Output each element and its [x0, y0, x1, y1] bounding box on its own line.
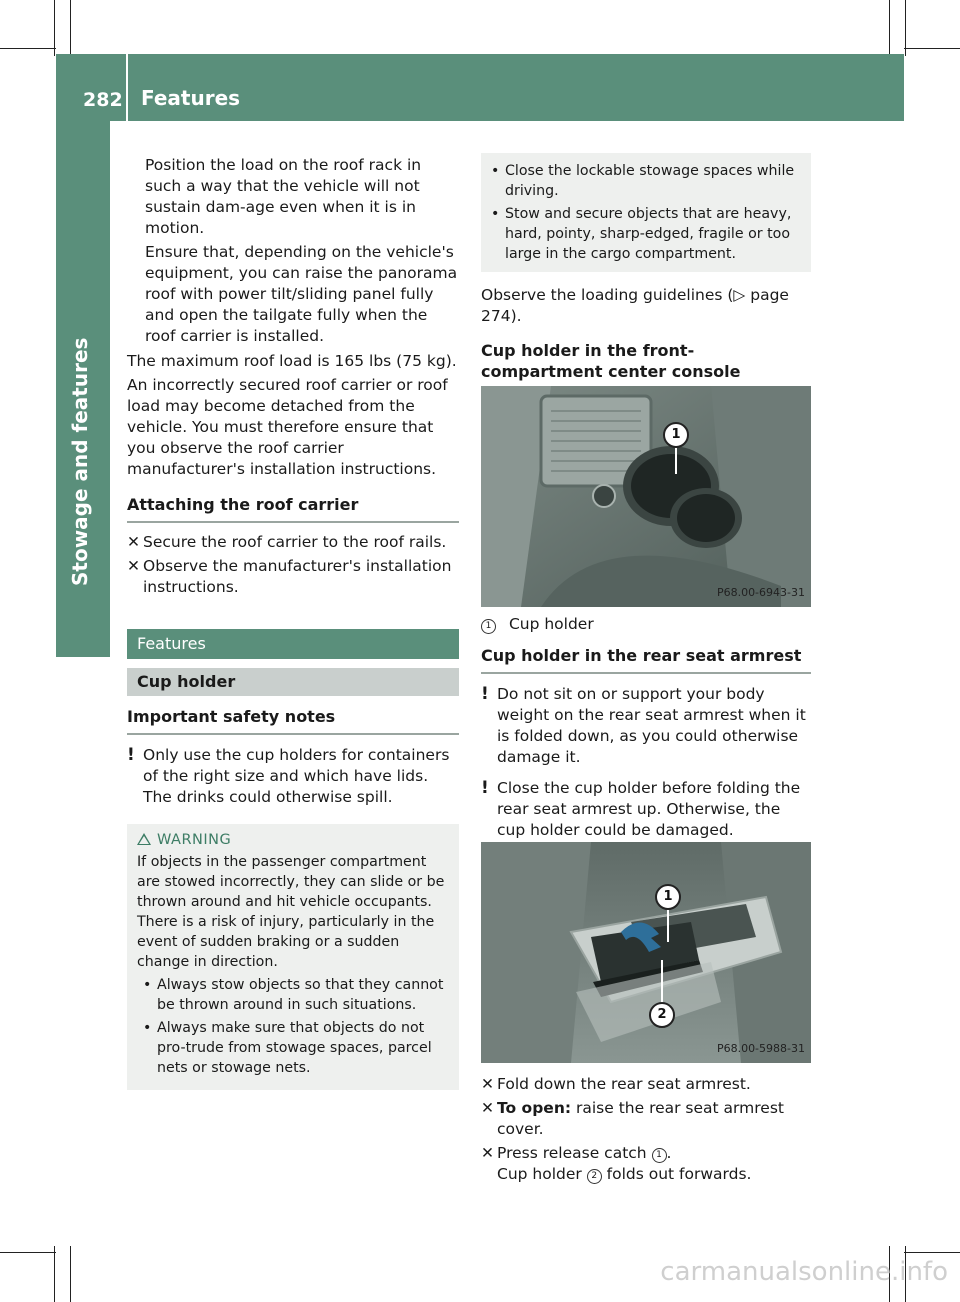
photo1-caption — [481, 614, 811, 635]
step-arrow-icon: ✕ — [127, 557, 140, 575]
center-console-photo — [481, 386, 811, 607]
inline-number: 2 — [587, 1169, 602, 1184]
step-text: Observe the manufacturer's installation instructions. — [143, 557, 452, 596]
cup-holder-section-bar: Cup holder — [127, 668, 459, 696]
step-text: Fold down the rear seat armrest. — [497, 1075, 751, 1093]
crop-mark — [70, 1246, 71, 1302]
rear-armrest-illustration — [481, 842, 811, 1063]
warning-triangle-icon — [137, 833, 151, 845]
step-item — [127, 532, 459, 553]
warning-bullet-text: Always make sure that objects do not pro-trude from stowage spaces, parcel nets or stowage nets. — [157, 1020, 432, 1076]
callout-1: 1 — [663, 422, 689, 448]
safety-note — [127, 745, 459, 808]
bullet-dot-icon: • — [491, 163, 500, 179]
crop-mark — [905, 0, 906, 56]
rear-cup-holder-heading: Cup holder in the rear seat armrest — [481, 646, 802, 665]
crop-mark — [54, 0, 55, 56]
warning-box — [127, 824, 459, 1090]
exclamation-icon: ! — [481, 778, 489, 798]
note-bullet — [491, 161, 801, 201]
step-text: raise the rear seat armrest cover. — [497, 1099, 784, 1138]
note-bullet — [491, 204, 801, 264]
photo-code: P68.00-6943-31 — [716, 586, 805, 599]
callout-leader — [661, 960, 663, 1004]
front-cup-holder-heading: Cup holder in the front-compartment center console — [481, 341, 741, 381]
callout-leader — [667, 908, 669, 942]
center-console-illustration — [481, 386, 811, 607]
features-section-bar: Features — [127, 629, 459, 659]
step-item — [481, 1143, 811, 1185]
right-column — [481, 153, 811, 390]
step-item — [481, 1074, 811, 1095]
page-number: 282 — [83, 89, 123, 111]
intro-paragraph: Position the load on the roof rack in such a way that the vehicle will not sustain dam-age even when it is in motion. — [145, 156, 422, 237]
heading-rule — [481, 672, 811, 674]
photo-code: P68.00-5988-31 — [716, 1042, 805, 1055]
step-arrow-icon: ✕ — [481, 1099, 494, 1117]
warning-bullet — [143, 975, 449, 1015]
attaching-heading: Attaching the roof carrier — [127, 495, 359, 514]
bullet-dot-icon: • — [143, 1020, 152, 1036]
crop-mark — [904, 48, 960, 49]
callout-1: 1 — [655, 884, 681, 910]
heading-rule — [127, 733, 459, 735]
bullet-dot-icon: • — [491, 206, 500, 222]
step-text: Cup holder — [497, 1165, 587, 1183]
step-arrow-icon: ✕ — [127, 533, 140, 551]
heading-rule — [127, 521, 459, 523]
step-text: Secure the roof carrier to the roof rails. — [143, 533, 447, 551]
side-tab-block — [56, 642, 110, 657]
loading-guidelines-text: Observe the loading guidelines (▷ page 274). — [481, 286, 789, 325]
footer-watermark: carmanualsonline.info — [660, 1257, 948, 1287]
warning-header — [137, 830, 449, 850]
crop-mark — [70, 0, 71, 56]
crop-mark — [904, 1252, 960, 1253]
intro-paragraph: Ensure that, depending on the vehicle's equipment, you can raise the panorama roof with power tilt/sliding panel fully and open the tailgate fully when the roof carrier is installed. — [145, 243, 458, 345]
right-column-lower — [481, 614, 811, 841]
callout-leader — [675, 446, 677, 474]
inline-number: 1 — [652, 1148, 667, 1163]
step-item — [481, 1098, 811, 1140]
crop-mark — [0, 48, 56, 49]
caption-text: Cup holder — [508, 615, 594, 633]
warning-bullet — [143, 1018, 449, 1078]
max-load-text: The maximum roof load is 165 lbs (75 kg). — [127, 352, 457, 370]
rear-note-text: Do not sit on or support your body weight on the rear seat armrest when it is folded down, as you could otherwise damage it. — [497, 685, 806, 766]
crop-mark — [0, 1252, 56, 1253]
note-bullet-text: Stow and secure objects that are heavy, hard, pointy, sharp-edged, fragile or too large in the cargo compartment. — [505, 206, 792, 262]
warning-bullet-text: Always stow objects so that they cannot be thrown around in such situations. — [157, 977, 444, 1013]
side-tab-label: Stowage and features — [68, 337, 92, 586]
right-steps — [481, 1074, 811, 1185]
step-arrow-icon: ✕ — [481, 1144, 494, 1162]
rear-note — [481, 778, 811, 841]
incorrect-load-text: An incorrectly secured roof carrier or roof load may become detached from the vehicle. You must therefore ensure that you observe the roof carrier manufacturer's installation instructions. — [127, 376, 448, 478]
crop-mark — [54, 1246, 55, 1302]
safety-note-text: Only use the cup holders for containers of the right size and which have lids. The drinks could otherwise spill. — [143, 746, 450, 806]
exclamation-icon: ! — [481, 684, 489, 704]
caption-number: 1 — [481, 619, 496, 634]
stowage-note-box — [481, 153, 811, 272]
note-bullet-text: Close the lockable stowage spaces while driving. — [505, 163, 795, 199]
rear-armrest-photo — [481, 842, 811, 1063]
page-title: Features — [141, 86, 241, 110]
step-text: Press release catch — [497, 1144, 652, 1162]
intro-block — [127, 155, 459, 347]
warning-title: WARNING — [157, 832, 232, 848]
step-text: folds out forwards. — [601, 1165, 752, 1183]
header-divider — [126, 54, 128, 121]
crop-mark — [889, 0, 890, 56]
step-item — [127, 556, 459, 598]
step-label: To open: — [497, 1099, 572, 1117]
step-arrow-icon: ✕ — [481, 1075, 494, 1093]
step-text: . — [666, 1144, 672, 1162]
rear-note — [481, 684, 811, 768]
callout-2: 2 — [649, 1002, 675, 1028]
safety-heading: Important safety notes — [127, 707, 336, 726]
rear-note-text: Close the cup holder before folding the rear seat armrest up. Otherwise, the cup holder could be damaged. — [497, 779, 801, 839]
exclamation-icon: ! — [127, 745, 135, 765]
bullet-dot-icon: • — [143, 977, 152, 993]
left-column — [127, 155, 459, 1090]
warning-text: If objects in the passenger compartment are stowed incorrectly, they can slide or be thrown around and hit vehicle occupants. There is a risk of injury, particularly in the event of sudden braking or a sudden change in direction. — [137, 854, 445, 970]
